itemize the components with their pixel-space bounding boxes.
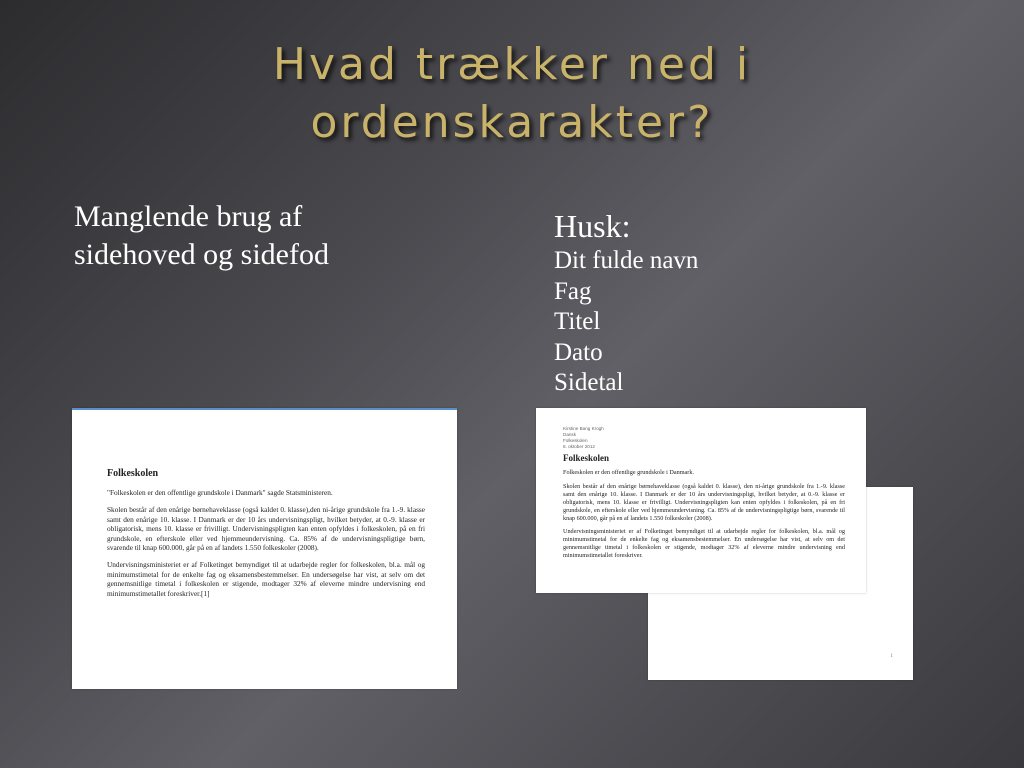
husk-item-sidetal: Sidetal	[554, 369, 624, 396]
slide-title	[0, 36, 1024, 152]
husk-item-titel: Titel	[554, 308, 601, 335]
slide-title-line-1: Hvad trækker ned i	[272, 39, 752, 90]
meta-subject: Dansk	[563, 432, 577, 437]
document-heading: Folkeskolen	[563, 453, 610, 463]
document-example-without-header	[72, 408, 457, 689]
document-heading: Folkeskolen	[107, 468, 159, 479]
document-paragraph-2: Skolen består af den enårige børnehaveklasse (også kaldet 0. klasse), den ni-årige grundskole fra 1.-9. klasse samt den enårige 10. klasse. I Danmark er der 10 års undervisningspligt, hvilket betyder, at 0.-9. klasse er obligatorisk, mens 10. klasse er frivilligt. Undervisningspligten kan enten opfyldes i folkeskolen, på en fri grundskole, en efterskole eller ved hjemmeundervisning. Ca. 85% af de undervisningspligtige børn, svarende til knap 600.000, går på en af landets 1.550 folkeskoler (2008).	[563, 482, 845, 522]
husk-block	[554, 206, 854, 399]
page-number: 1	[890, 654, 893, 659]
left-text-block	[74, 198, 454, 274]
husk-item-fag: Fag	[554, 277, 592, 305]
document-body	[107, 468, 425, 606]
meta-author: Kirstine Bang Krogh	[563, 426, 604, 431]
document-paragraph-1: "Folkeskolen er den offentlige grundskole i Danmark" sagde Statsministeren.	[107, 488, 333, 497]
document-header-meta	[563, 426, 845, 450]
document-paragraph-3: Undervisningsministeriet er af Folketinget bemyndiget til at udarbejde regler for folkeskolen, bl.a. mål og minimumstimetal for de enkelte fag og eksamensbestemmelser. En undersøgelse har vist, at selv om det gennemsnitlige timetal i folkeskolen er stigende, modtager 32% af eleverne mindre undervisning end minimumstimetallet foreskriver.[1]	[107, 560, 425, 598]
left-text-line-2: sidehoved og sidefod	[74, 238, 329, 271]
husk-heading: Husk:	[554, 208, 631, 244]
slide-title-line-2: ordenskarakter?	[310, 97, 714, 148]
left-text-line-1: Manglende brug af	[74, 200, 303, 233]
document-paragraph-2: Skolen består af den enårige børnehaveklasse (også kaldet 0. klasse),den ni-årige grundskole fra 1.-9. klasse samt den enårige 10. klasse. I Danmark er der 10 års undervisningspligt, hvilket betyder, at 0.-9. klasse er obligatorisk, mens 10. klasse er frivilligt. Undervisningspligten kan enten opfyldes i folkeskolen, på en fri grundskole, en efterskole eller ved hjemmeundervisning. Ca. 85% af de undervisningspligtige børn, svarende til knap 600.000, går på en af landets 1.550 folkeskoler (2008).	[107, 505, 425, 553]
document-example-with-header	[536, 408, 866, 593]
husk-item-dato: Dato	[554, 338, 603, 366]
meta-title: Folkeskolen	[563, 438, 588, 443]
meta-date: 8. oktober 2012	[563, 444, 595, 449]
husk-item-name: Dit fulde navn	[554, 247, 699, 274]
document-paragraph-3: Undervisningsministeriet er af Folketinget bemyndiget til at udarbejde regler for folkeskolen, bl.a. mål og minimumstimetal for de enkelte fag og eksamensbestemmelser. En undersøgelse har vist, at selv om det gennemsnitlige timetal i folkeskolen er stigende, modtager 32% af eleverne mindre undervisning end minimumstimetallet foreskriver.	[563, 528, 845, 560]
document-body	[563, 426, 845, 566]
husk-list	[554, 246, 854, 399]
document-paragraph-1: Folkeskolen er den offentlige grundskole i Danmark.	[563, 469, 694, 476]
